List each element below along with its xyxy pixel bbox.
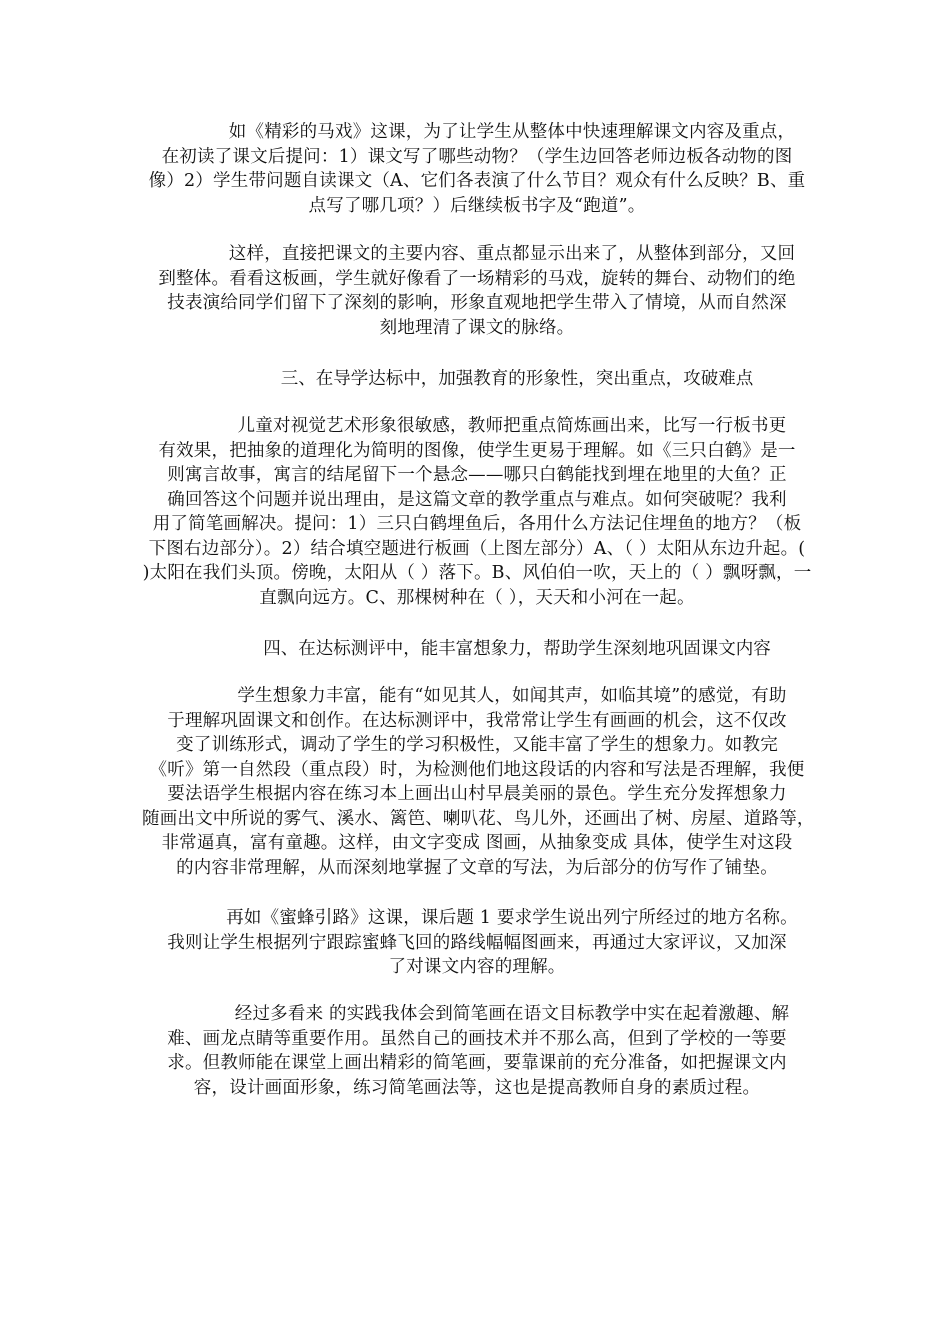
paragraph-line: 《听》第一自然段（重点段）时，为检测他们地这段话的内容和写法是否理解，我便 (149, 759, 805, 780)
paragraph-line: 用了简笔画解决。提问：1）三只白鹤埋鱼后，各用什么方法记住埋鱼的地方？（板 (152, 514, 802, 534)
paragraph-line: 再如《蜜蜂引路》这课，课后题 1 要求学生说出列宁所经过的地方名称。 (226, 908, 798, 928)
paragraph-line: 求。但教师能在课堂上画出精彩的简笔画，要靠课前的充分准备，如把握课文内 (167, 1053, 787, 1073)
paragraph-overall-structure (142, 242, 812, 340)
paragraph-line: 难、画龙点睛等重要作用。虽然自己的画技术并不那么高，但到了学校的一等要 (167, 1028, 787, 1049)
paragraph-line: 非常逼真，富有童趣。这样，由文字变成 图画，从抽象变成 具体，使学生对这段 (161, 833, 793, 853)
paragraph-line: 到整体。看看这板画，学生就好像看了一场精彩的马戏，旋转的舞台、动物们的绝 (158, 268, 796, 289)
paragraph-line: )太阳在我们头顶。傍晚，太阳从（ ）落下。B、风伯伯一吹，天上的（ ）飘呀飘，一 (142, 563, 812, 583)
paragraph-conclusion (142, 1002, 812, 1100)
paragraph-line: 技表演给同学们留下了深刻的影响，形象直观地把学生带入了情境，从而自然深 (167, 293, 787, 313)
section-heading-four: 四、在达标测评中，能丰富想象力，帮助学生深刻地巩固课文内容 (263, 639, 771, 659)
paragraph-imagination (142, 684, 815, 880)
paragraph-line: 随画出文中所说的雾气、溪水、篱笆、喇叭花、鸟儿外，还画出了树、房屋、道路等， (142, 808, 815, 829)
paragraph-line: 点写了哪几项？）后继续板书字及“跑道”。 (308, 195, 646, 216)
paragraph-line: 则寓言故事，寓言的结尾留下一个悬念——哪只白鹤能找到埋在地里的大鱼？正 (167, 465, 787, 485)
paragraph-mifeng-yinlu (142, 906, 812, 980)
paragraph-jingcai-maxi (142, 120, 812, 218)
paragraph-line: 如《精彩的马戏》这课，为了让学生从整体中快速理解课文内容及重点， (228, 122, 796, 142)
paragraph-line: 刻地理清了课文的脉络。 (379, 317, 575, 338)
paragraph-line: 我则让学生根据列宁跟踪蜜蜂飞回的路线幅幅图画来，再通过大家评议，又加深 (167, 932, 787, 953)
paragraph-line: 确回答这个问题并说出理由，是这篇文章的教学重点与难点。如何突破呢？我利 (167, 489, 787, 510)
paragraph-visual-art (142, 414, 812, 610)
paragraph-line: 这样，直接把课文的主要内容、重点都显示出来了，从整体到部分，又回 (228, 244, 796, 264)
paragraph-line: 变了训练形式，调动了学生的学习积极性，又能丰富了学生的想象力。如教完 (176, 735, 778, 755)
paragraph-line: 容，设计画面形象，练习简笔画法等，这也是提高教师自身的素质过程。 (193, 1077, 761, 1098)
paragraph-line: 要法语学生根据内容在练习本上画出山村早晨美丽的景色。学生充分发挥想象力 (167, 784, 787, 804)
paragraph-line: 有效果，把抽象的道理化为简明的图像，使学生更易于理解。如《三只白鹤》是一 (158, 440, 796, 461)
paragraph-line: 的内容非常理解，从而深刻地掌握了文章的写法，为后部分的仿写作了铺垫。 (176, 857, 778, 878)
paragraph-line: 直飘向远方。C、那棵树种在（ ），天天和小河在一起。 (259, 587, 695, 608)
paragraph-line: 经过多看来 的实践我体会到简笔画在语文目标教学中实在起着激趣、解 (234, 1004, 790, 1024)
paragraph-line: 像）2）学生带问题自读课文（A、它们各表演了什么节目？观众有什么反映？B、重 (148, 171, 806, 191)
paragraph-line: 于理解巩固课文和创作。在达标测评中，我常常让学生有画画的机会，这不仅改 (167, 710, 787, 731)
paragraph-line: 了对课文内容的理解。 (388, 957, 566, 977)
paragraph-line: 儿童对视觉艺术形象很敏感，教师把重点简炼画出来，比写一行板书更 (237, 416, 787, 436)
paragraph-line: 在初读了课文后提问：1）课文写了哪些动物？（学生边回答老师边板各动物的图 (161, 146, 793, 167)
paragraph-line: 学生想象力丰富，能有“如见其人，如闻其声，如临其境”的感觉，有助 (237, 686, 787, 706)
paragraph-line: 下图右边部分）。2）结合填空题进行板画（上图左部分）A、（ ）太阳从东边升起。( (148, 538, 806, 559)
section-heading-three: 三、在导学达标中，加强教育的形象性，突出重点，攻破难点 (280, 369, 754, 389)
